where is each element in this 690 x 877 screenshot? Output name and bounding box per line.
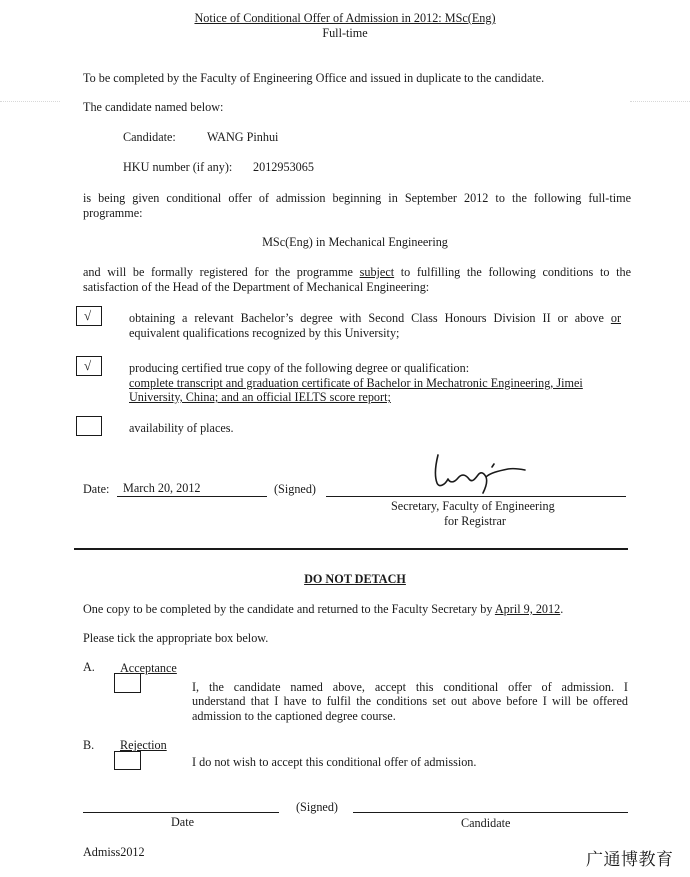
date-value: March 20, 2012	[123, 481, 201, 495]
document-subtitle: Full-time	[322, 26, 368, 40]
condition-2-line-3: University, China; and an official IELTS score report;	[129, 390, 391, 404]
conditions-intro-line-2: satisfaction of the Head of the Department of Mechanical Engineering:	[83, 280, 430, 294]
programme-name: MSc(Eng) in Mechanical Engineering	[262, 235, 448, 249]
footer-date-label: Date	[171, 815, 195, 829]
tick-instructions: Please tick the appropriate box below.	[83, 631, 269, 645]
candidate-signature-line	[353, 812, 628, 813]
scan-artifact-right	[630, 101, 690, 102]
conditions-intro-line-1	[83, 265, 631, 280]
hku-number-value: 2012953065	[253, 160, 314, 174]
watermark-text: 广通博教育	[586, 850, 674, 870]
option-b-heading: Rejection	[120, 738, 167, 752]
form-code: Admiss2012	[83, 845, 145, 859]
secretary-title: Secretary, Faculty of Engineering	[391, 499, 555, 513]
scan-artifact-left	[0, 101, 60, 102]
conditions-intro-pre: and will be formally registered for the programme	[83, 265, 360, 279]
rejection-checkbox[interactable]	[114, 751, 141, 770]
condition-1-line-1	[129, 311, 621, 326]
date-line	[117, 496, 267, 497]
intro-line: To be completed by the Faculty of Engineering Office and issued in duplicate to the candidate.	[83, 71, 545, 85]
option-a-heading: Acceptance	[120, 661, 177, 675]
handwritten-signature	[428, 449, 528, 497]
offer-line-2: programme:	[83, 206, 143, 220]
intro-candidate-named: The candidate named below:	[83, 100, 224, 114]
candidate-name: WANG Pinhui	[207, 130, 279, 144]
candidate-date-line	[83, 812, 279, 813]
option-a-letter: A.	[83, 660, 95, 674]
condition-2-line-2: complete transcript and graduation certificate of Bachelor in Mechatronic Engineering, Jimei	[129, 376, 583, 390]
do-not-detach-heading: DO NOT DETACH	[304, 572, 406, 586]
conditions-intro-post: to fulfilling the following conditions to the	[394, 265, 631, 279]
rejection-line-1: I do not wish to accept this conditional offer of admission.	[192, 755, 477, 769]
acceptance-line-1: I, the candidate named above, accept this conditional offer of admission. I	[192, 680, 628, 694]
condition-1-line-2: equivalent qualifications recognized by this University;	[129, 326, 400, 340]
condition-3-line-1: availability of places.	[129, 421, 234, 435]
condition-3-checkbox[interactable]	[76, 416, 102, 436]
return-instructions	[83, 602, 563, 617]
registrar-label: for Registrar	[444, 514, 506, 528]
return-instructions-end: .	[560, 602, 564, 616]
footer-candidate-label: Candidate	[461, 816, 511, 830]
footer-signed-label: (Signed)	[296, 800, 338, 814]
acceptance-line-2: understand that I have to fulfil the conditions set out above before I will be offered	[192, 694, 628, 708]
offer-line-1: is being given conditional offer of admission beginning in September 2012 to the following full-time	[83, 191, 631, 205]
condition-1-or: or	[610, 311, 621, 325]
condition-2-line-1: producing certified true copy of the following degree or qualification:	[129, 361, 470, 375]
acceptance-line-3: admission to the captioned degree course.	[192, 709, 396, 723]
detach-separator	[74, 548, 628, 550]
date-label: Date:	[83, 482, 110, 496]
tick-mark-icon: √	[84, 308, 92, 323]
hku-number-label: HKU number (if any):	[123, 160, 233, 174]
document-title: Notice of Conditional Offer of Admission in 2012: MSc(Eng)	[194, 11, 496, 25]
acceptance-checkbox[interactable]	[114, 673, 141, 693]
option-b-letter: B.	[83, 738, 95, 752]
subject-word: subject	[359, 265, 395, 279]
return-instructions-text: One copy to be completed by the candidate and returned to the Faculty Secretary by	[83, 602, 495, 616]
return-deadline: April 9, 2012	[494, 602, 561, 616]
signed-label: (Signed)	[274, 482, 316, 496]
candidate-label: Candidate:	[123, 130, 176, 144]
condition-1-text: obtaining a relevant Bachelor’s degree with Second Class Honours Division II or above	[129, 311, 611, 325]
tick-mark-icon: √	[84, 358, 92, 373]
